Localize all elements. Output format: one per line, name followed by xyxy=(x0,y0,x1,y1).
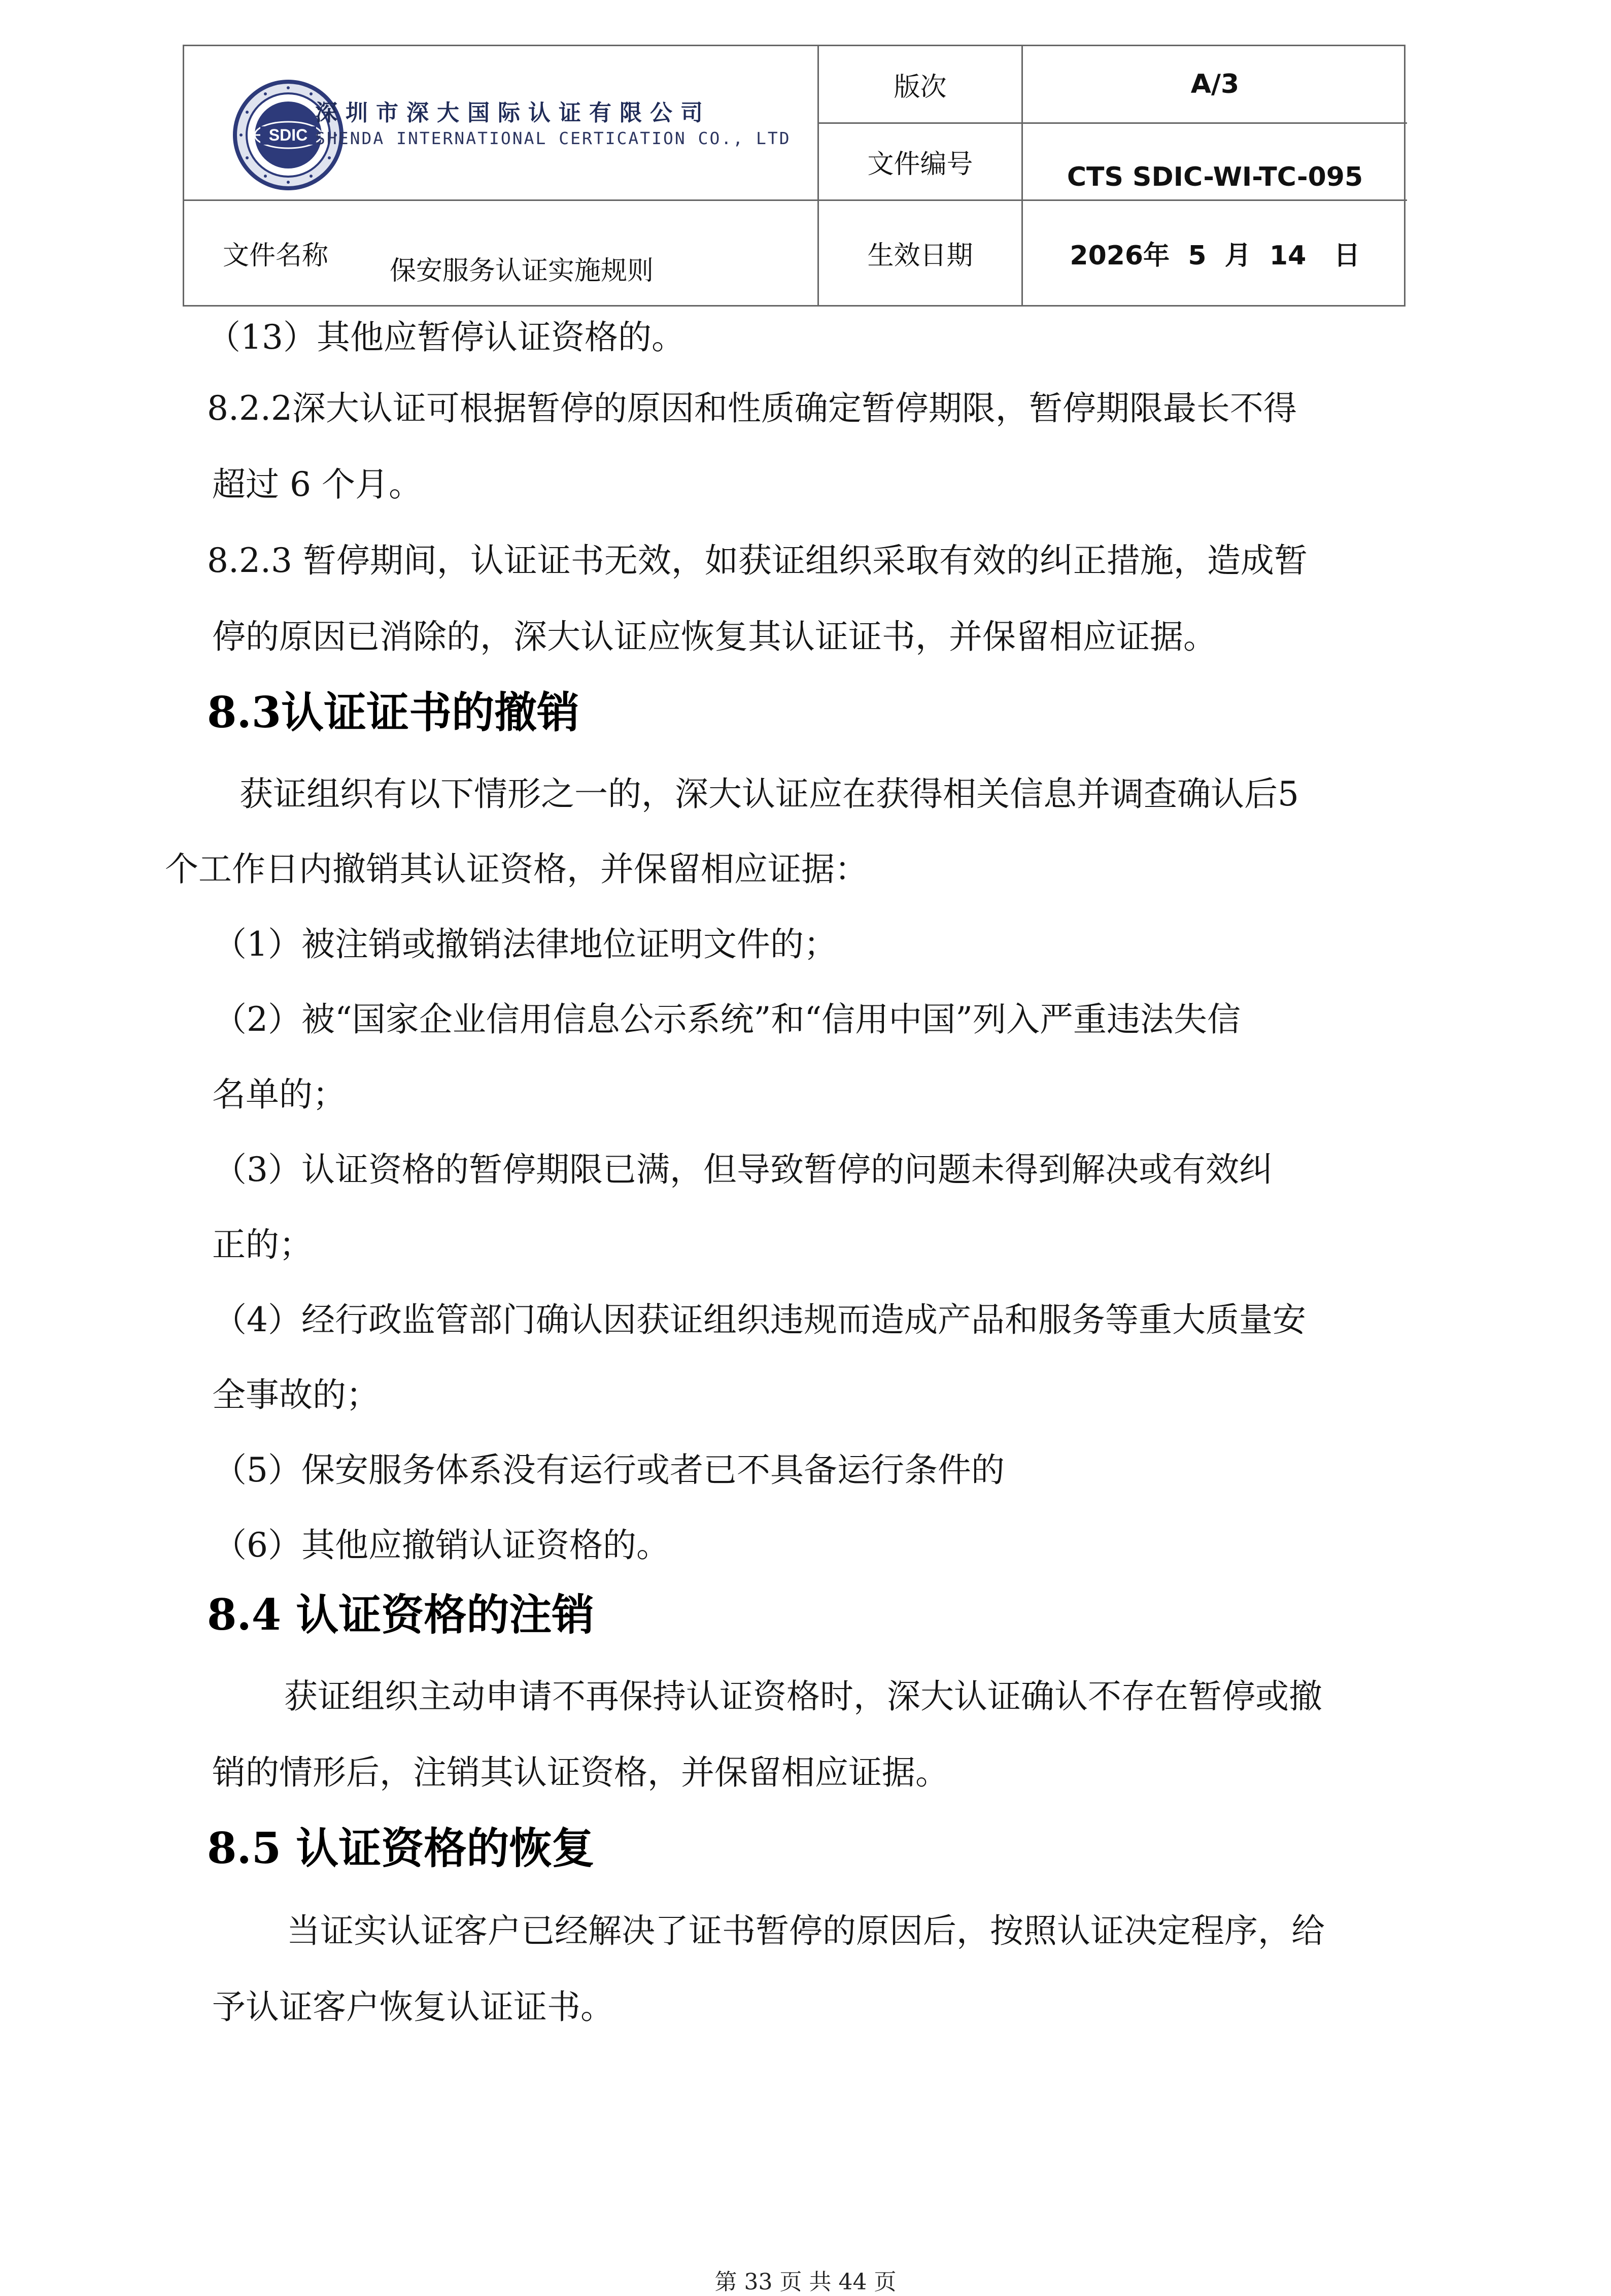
company-name-en: SHENDA INTERNATIONAL CERTICATION CO., LTD xyxy=(315,128,791,148)
company-name-cn: 深圳市深大国际认证有限公司 xyxy=(315,100,711,126)
list-item: （6）其他应撤销认证资格的。 xyxy=(213,1526,670,1565)
list-item: （1）被注销或撤销法律地位证明文件的； xyxy=(213,925,837,964)
version-value: A/3 xyxy=(1190,69,1240,99)
list-item: （5）保安服务体系没有运行或者已不具备运行条件的 xyxy=(213,1450,1005,1490)
effective-date-value: 2026年 5 月 14 日 xyxy=(1070,241,1360,271)
clause-8-2-2-cont: 超过 6 个月。 xyxy=(212,465,422,504)
list-item: （3）认证资格的暂停期限已满，但导致暂停的问题未得到解决或有效纠 xyxy=(213,1150,1273,1189)
svg-text:SDIC: SDIC xyxy=(268,126,308,144)
list-item: （13）其他应暂停认证资格的。 xyxy=(207,318,685,357)
section-heading-8-4: 8.4 认证资格的注销 xyxy=(207,1590,595,1640)
document-header-table xyxy=(183,45,1406,307)
list-item: （2）被“国家企业信用信息公示系统”和“信用中国”列入严重违法失信 xyxy=(213,1000,1241,1039)
paragraph-cont: 个工作日内撤销其认证资格，并保留相应证据： xyxy=(165,850,868,889)
doc-number-label: 文件编号 xyxy=(867,149,973,180)
section-heading-8-3: 8.3认证证书的撤销 xyxy=(207,687,580,737)
list-item-cont: 名单的； xyxy=(212,1075,346,1114)
list-item-cont: 全事故的； xyxy=(212,1375,380,1414)
version-label: 版次 xyxy=(894,72,947,103)
doc-name-value: 保安服务认证实施规则 xyxy=(390,256,654,286)
page-number: 第 33 页 共 44 页 xyxy=(714,2269,897,2295)
paragraph: 获证组织有以下情形之一的，深大认证应在获得相关信息并调查确认后5 xyxy=(239,774,1299,814)
clause-8-2-2: 8.2.2深大认证可根据暂停的原因和性质确定暂停期限，暂停期限最长不得 xyxy=(207,389,1297,428)
paragraph-cont: 销的情形后，注销其认证资格，并保留相应证据。 xyxy=(212,1753,949,1792)
paragraph: 当证实认证客户已经解决了证书暂停的原因后，按照认证决定程序，给 xyxy=(287,1911,1325,1950)
paragraph-cont: 予认证客户恢复认证证书。 xyxy=(212,1987,614,2027)
section-heading-8-5: 8.5 认证资格的恢复 xyxy=(207,1823,595,1873)
list-item-cont: 正的； xyxy=(212,1225,313,1264)
clause-8-2-3: 8.2.3 暂停期间，认证证书无效，如获证组织采取有效的纠正措施，造成暂 xyxy=(207,541,1308,580)
clause-8-2-3-cont: 停的原因已消除的，深大认证应恢复其认证证书，并保留相应证据。 xyxy=(212,617,1217,656)
paragraph: 获证组织主动申请不再保持认证资格时，深大认证确认不存在暂停或撤 xyxy=(284,1677,1322,1716)
doc-name-label: 文件名称 xyxy=(222,241,328,271)
effective-date-label: 生效日期 xyxy=(867,241,973,271)
doc-number-value: CTS SDIC-WI-TC-095 xyxy=(1067,161,1363,192)
list-item: （4）经行政监管部门确认因获证组织违规而造成产品和服务等重大质量安 xyxy=(213,1300,1306,1339)
